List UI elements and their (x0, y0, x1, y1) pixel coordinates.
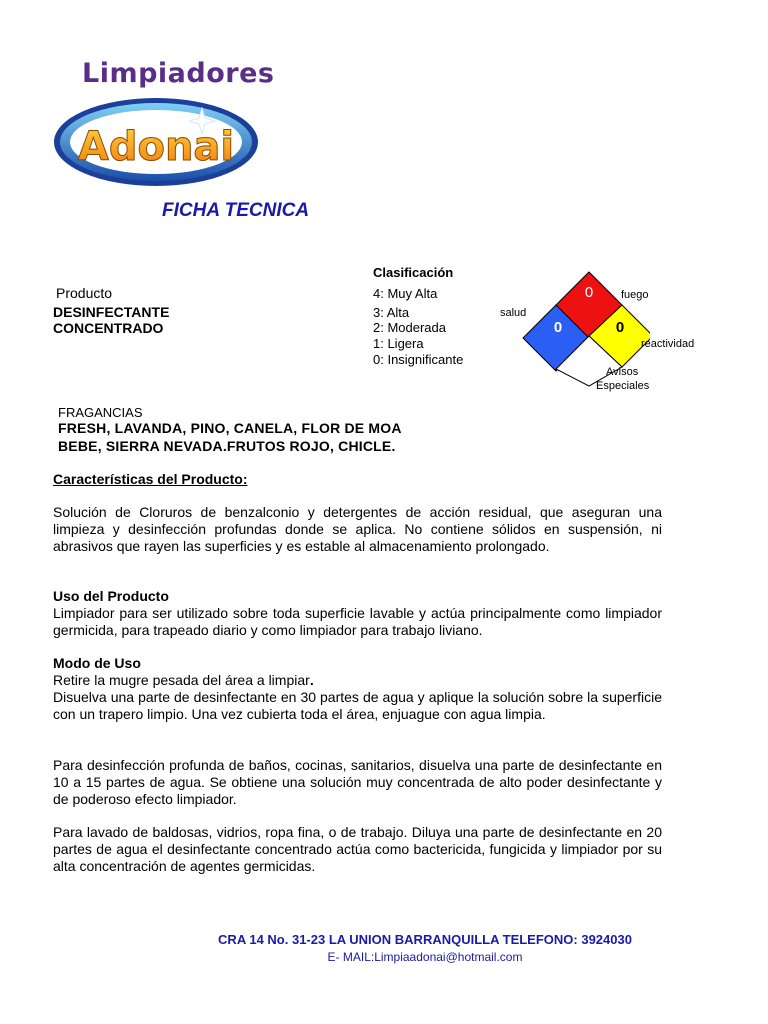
mode-line1-text: Retire la mugre pesada del área a limpiar (53, 672, 310, 688)
nfpa-fire-value: 0 (584, 284, 594, 301)
footer-email: E- MAIL:Limpiaadonai@hotmail.com (327, 950, 523, 964)
mode-line1-end: . (309, 672, 314, 688)
classification-level-4: 4: Muy Alta (373, 286, 438, 301)
mode-line1 (53, 672, 314, 688)
nfpa-fire-label: fuego (621, 289, 649, 301)
logo-brand-text: Adonai (77, 124, 235, 170)
characteristics-heading: Características del Producto: (53, 471, 248, 487)
mode-para3: Para lavado de baldosas, vidrios, ropa fina, o de trabajo. Diluya una parte de desinfectante en 20 partes de agua el desinfectante concentrado actúa como bactericida, fungicida y limpiador por su alta concentración de agentes germicidas. (53, 824, 662, 874)
usage-text: Limpiador para ser utilizado sobre toda superficie lavable y actúa principalmente como limpiador germicida, para trapeado diario y como limpiador para trabajo liviano. (53, 605, 662, 638)
fragrances-line2: BEBE, SIERRA NEVADA.FRUTOS ROJO, CHICLE. (58, 438, 396, 454)
usage-heading: Uso del Producto (53, 588, 169, 604)
nfpa-special-label-1: Avisos (606, 366, 639, 378)
logo-top-text: Limpiadores (82, 58, 275, 89)
classification-level-1: 1: Ligera (373, 336, 424, 351)
nfpa-special-label-2: Especiales (596, 380, 650, 392)
classification-level-3: 3: Alta (373, 305, 410, 320)
page-title: FICHA TECNICA (162, 200, 310, 221)
logo-emblem (52, 94, 262, 190)
classification-level-2: 2: Moderada (373, 320, 446, 335)
classification-heading: Clasificación (373, 265, 454, 280)
nfpa-health-value: 0 (553, 319, 563, 336)
product-label: Producto (56, 285, 113, 301)
fragrances-line1: FRESH, LAVANDA, PINO, CANELA, FLOR DE MOA (58, 420, 402, 436)
fragrances-heading: FRAGANCIAS (58, 405, 143, 420)
nfpa-reactivity-value: 0 (615, 319, 625, 336)
mode-para2: Para desinfección profunda de baños, cocinas, sanitarios, disuelva una parte de desinfectante en 10 a 15 partes de agua. Se obtiene una solución muy concentrada de alto poder desinfectante y de poderoso efecto limpiador. (53, 757, 662, 807)
characteristics-text: Solución de Cloruros de benzalconio y detergentes de acción residual, que aseguran una limpieza y desinfección profundas donde se aplica. No contiene sólidos en suspensión, ni abrasivos que rayen las superficies y es estable al almacenamiento prolongado. (53, 504, 662, 554)
product-name-line1: DESINFECTANTE (53, 304, 170, 320)
classification-level-0: 0: Insignificante (373, 352, 464, 367)
mode-heading: Modo de Uso (53, 655, 141, 671)
product-name-line2: CONCENTRADO (53, 320, 164, 336)
nfpa-reactivity-label: reactividad (641, 338, 695, 350)
mode-para1: Disuelva una parte de desinfectante en 30 partes de agua y aplique la solución sobre la superficie con un trapero limpio. Una vez cubierta toda el área, enjuague con agua limpia. (53, 689, 662, 722)
footer-address: CRA 14 No. 31-23 LA UNION BARRANQUILLA TELEFONO: 3924030 (218, 932, 632, 947)
nfpa-health-label: salud (500, 307, 527, 319)
